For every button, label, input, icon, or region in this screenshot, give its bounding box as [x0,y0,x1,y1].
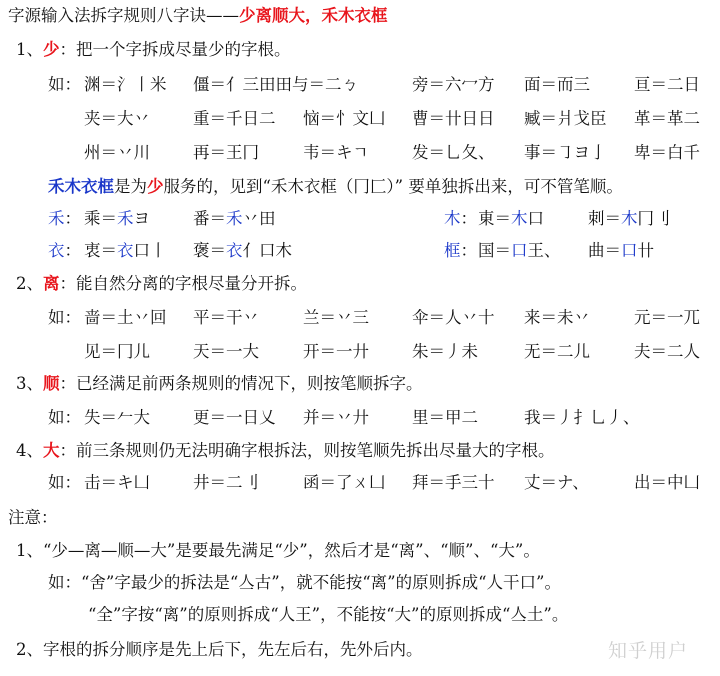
rule4-heading [16,435,555,467]
example-item: 天＝一大 [193,342,259,361]
rule1-text: ：把一个字拆成尽量少的字根。 [59,40,291,59]
rule1-heading [16,34,291,66]
rule2-example-row-2 [0,336,720,368]
example-item: 来＝未丷 [524,308,590,327]
example-rest: 冂刂 [637,209,671,228]
example-item: 函＝了ㄨ凵 [303,473,386,492]
example-rest: 口 [527,209,544,228]
example-item: 井＝二刂 [193,473,259,492]
example-item: 我＝丿扌乚丿、 [524,408,640,427]
example-item: 曹＝卄日日 [412,109,495,128]
rule3-number: 3、 [16,374,43,393]
example-item: 臧＝爿戈臣 [524,109,607,128]
example-item: 革＝革二 [634,109,700,128]
rule3-text: ：已经满足前两条规则的情况下，则按笔顺拆字。 [59,374,423,393]
rule4-number: 4、 [16,441,43,460]
example-rest: 卄 [637,241,654,260]
radical-part: 口 [511,241,528,260]
example-item: 平＝干丷 [193,308,259,327]
example-item: 拜＝手三十 [412,473,495,492]
rule1-example-row-1 [0,69,720,101]
example-item: 啬＝土丷回 [84,308,167,327]
radical-key: 禾 [48,209,65,228]
rule1-number: 1、 [16,40,43,59]
rule2-text: ：能自然分离的字根尽量分开拆。 [59,274,307,293]
radical-key: 框 [444,241,461,260]
radical-part: 衣 [117,241,134,260]
example-item: 伞＝人丷十 [412,308,495,327]
example-item: 重＝千日二 [193,109,276,128]
example-item: 渊＝氵丨米 [84,75,167,94]
example-char: 曲＝ [588,241,621,260]
hmyk-row-2: 衣： 衷＝衣口丨 褒＝衣亻口木 框： 国＝口王、 曲＝口卄 [48,241,654,260]
zhihu-watermark: 知乎用户 [608,640,689,662]
example-item: 亘＝二日 [634,75,700,94]
example-item: 丈＝ナ、 [524,473,589,492]
example-item: 失＝𠂉大 [84,408,150,427]
hmyk-key-shao: 少 [147,177,164,196]
example-item: 州＝丷川 [84,143,150,162]
example-item: 朱＝丿未 [412,342,478,361]
rule1-example-row-2 [0,103,720,135]
example-item: 事＝㇆ヨ亅 [524,143,607,162]
note-2: 2、字根的拆分顺序是先上后下，先左后右，先外后内。 [16,640,423,659]
example-char: 東＝ [478,209,511,228]
example-item: 旁＝六冖方 [412,75,495,94]
example-char: 国＝ [478,241,511,260]
page-title [8,0,388,32]
radical-part: 衣 [226,241,243,260]
rule4-text: ：前三条规则仍无法明确字根拆法，则按笔顺先拆出尽量大的字根。 [59,441,555,460]
rule2-example-row-1 [0,302,720,334]
hmyk-note [48,171,623,203]
example-item: 夫＝二人 [634,342,700,361]
example-item: 里＝甲二 [412,408,478,427]
example-char: 番＝ [193,209,226,228]
example-item: 无＝二儿 [524,342,590,361]
example-item: 僵＝亻三田田与＝二ㄅ [193,75,358,94]
rule4-key: 大 [43,441,60,460]
example-lead: 如： [48,408,81,427]
example-item: 开＝一廾 [303,342,369,361]
rule3-example-row-1 [0,402,720,434]
rule3-heading [16,368,423,400]
hmyk-text-2: 服务的，见到“禾木衣框（冂匚）” 要单独拆出来，可不管笔顺。 [163,177,623,196]
example-item: 出＝中凵 [634,473,700,492]
example-item: 面＝而三 [524,75,590,94]
hmyk-row-1: 禾： 乘＝禾ヨ 番＝禾丷田 木： 東＝木口 刺＝木冂刂 [48,209,671,228]
rule2-number: 2、 [16,274,43,293]
note-1-example-a: 如：“舍”字最少的拆法是“亼古”，就不能按“离”的原则拆成“人干口”。 [48,573,561,592]
title-highlight: 少离顺大，禾木衣框 [239,6,388,25]
radical-key: 衣 [48,241,65,260]
example-item: 更＝一日乂 [193,408,276,427]
example-item: 击＝キ凵 [84,473,150,492]
hmyk-key: 禾木衣框 [48,177,114,196]
example-rest: 王、 [527,241,561,260]
radical-part: 木 [511,209,528,228]
radical-part: 禾 [226,209,243,228]
radical-part: 禾 [117,209,134,228]
example-lead: 如： [48,473,81,492]
radical-part: 口 [621,241,638,260]
rule4-example-row-1 [0,467,720,499]
example-item: 兰＝丷三 [303,308,369,327]
example-item: 发＝乚夂、 [412,143,495,162]
rule3-key: 顺 [43,374,60,393]
example-char: 衷＝ [84,241,117,260]
rule2-heading [16,268,307,300]
example-char: 刺＝ [588,209,621,228]
example-rest: ヨ [133,209,150,228]
title-prefix: 字源输入法拆字规则八字诀—— [8,6,239,25]
rule1-example-row-3 [0,137,720,169]
example-lead: 如： [48,75,81,94]
notes-label: 注意： [8,508,58,527]
example-item: 卑＝白千 [634,143,700,162]
radical-key: 木 [444,209,461,228]
example-item: 恼＝忄文凵 [303,109,386,128]
example-item: 并＝丷廾 [303,408,369,427]
note-1: 1、“少—离—顺—大”是要最先满足“少”，然后才是“离”、“顺”、“大”。 [16,541,540,560]
rule1-key: 少 [43,40,60,59]
note-1-example-b: “全”字按“离”的原则拆成“人王”，不能按“大”的原则拆成“亼土”。 [88,605,569,624]
example-item: 元＝一兀 [634,308,700,327]
example-item: 夹＝大丷 [84,109,150,128]
hmyk-text-1: 是为 [114,177,147,196]
example-rest: 亻口木 [242,241,292,260]
example-item: 韦＝キㄱ [303,143,369,162]
rule2-key: 离 [43,274,60,293]
example-rest: 口丨 [133,241,167,260]
radical-part: 木 [621,209,638,228]
example-item: 再＝王冂 [193,143,259,162]
example-char: 乘＝ [84,209,117,228]
example-char: 褒＝ [193,241,226,260]
example-lead: 如： [48,308,81,327]
example-item: 见＝冂儿 [84,342,150,361]
example-rest: 丷田 [242,209,276,228]
